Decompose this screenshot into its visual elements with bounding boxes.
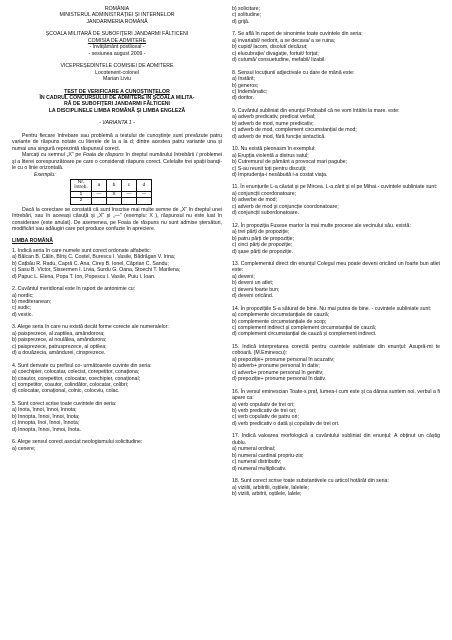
question-block [232, 6, 440, 31]
example-label: Exemplu: [34, 171, 56, 178]
question-text: 5. Sunt corect scrise toate cuvintele din seria: [12, 400, 117, 407]
answer-option: d) grijă. [232, 18, 250, 25]
question-block [232, 31, 440, 69]
question-block [12, 324, 222, 362]
question-block [232, 478, 440, 497]
answer-option: a) Bălcan B. Călin, Bîriș C. Costel, Burescu I. Vasile, Bădrăgan V. Irina; [12, 254, 176, 261]
answer-option: c) S-au reunit toți pentru discuții; [232, 165, 307, 172]
table-cell: c [122, 179, 137, 191]
answer-option: a) coechipier, colocatar, colecist, corepetitor, conaționa; [12, 369, 140, 376]
header-line: - sesiunea august 2009 - [88, 50, 146, 57]
question-block [232, 261, 440, 306]
question-block [232, 306, 440, 344]
header-line: COMISIA DE ADMITERE [87, 37, 147, 44]
instr-text: în dreptul numărului întrebării / problemei și a literei corespunzătoare pe care o considerați răspuns corect. Celelalte trei spații barați-le cu o linie orizontală. [12, 152, 222, 172]
question-block [12, 439, 222, 452]
answer-option: b) viziili, arbitrii, oștilele, lalele; [232, 491, 302, 497]
answer-option: a) paisprezece, al zaptilea, amândorora; [12, 330, 105, 337]
answer-option: d) doritor. [232, 95, 254, 102]
question-text: 14. În propozițiile S-a săturat de bine. Nu mai putea de bine. - cuvintele subliniate sunt: [232, 305, 432, 312]
answer-option: c) verb copulativ de patru ori; [232, 414, 299, 421]
question-text: 4. Sunt derivate cu prefixul co- următoarele cuvinte din seria: [12, 362, 152, 369]
table-cell [107, 198, 122, 204]
answer-option: a) înstărit; [232, 76, 256, 83]
header-line: ROMÂNIA [104, 6, 130, 12]
answer-option: c) sudic; [12, 305, 32, 312]
table-cell: 1 [71, 191, 92, 197]
answer-option: a) trei părți de propoziție; [232, 229, 290, 236]
answer-option: d) numeral multiplicativ. [232, 465, 287, 472]
instructions-paragraph: Pentru fiecare întrebare sau problemă a testului de cunoștințe sunt prevăzute patru variante de răspuns notate cu literele de la a la d; dintre acestea patru variante una și numai una singură reprezintă răspunsul corect. [12, 132, 222, 152]
answer-option: c) Innopta, înoi, înnoi, înnota; [12, 420, 80, 427]
answer-option: d) vestic. [12, 311, 33, 318]
answer-option: c) adverb de mod, complement circumstanțial de mod; [232, 127, 357, 134]
answer-option: a) complemente circumstanțiale de cauză; [232, 312, 330, 319]
answer-option: c) adverb de mod și conjuncție coordonatoare; [232, 203, 339, 210]
answer-option: a) nordic; [12, 292, 34, 299]
section-heading: LIMBA ROMÂNĂ [12, 238, 54, 245]
question-list [12, 248, 222, 452]
answer-option: c) paisprezece, patrusprezece, al optilea; [12, 343, 107, 350]
question-block [12, 401, 222, 439]
question-block [232, 70, 440, 108]
question-block [12, 363, 222, 401]
answer-option: a) cenere; [12, 445, 36, 452]
question-text: 6. Alege sensul corect asociat neologismului solicitudine: [12, 439, 143, 446]
answer-option: d) complement circumstanțial de cauză și complement indirect. [232, 331, 377, 338]
answer-option: a) Inota, înnoi, înnoi, înnota; [12, 407, 77, 414]
table-cell [122, 198, 137, 204]
question-text: 2. Cuvântul meridional este în raport de antonimie cu: [12, 286, 136, 293]
question-text: 3. Alege seria în care nu există decât forme corecte ale numeralelor: [12, 324, 169, 331]
instr-text: Marcați cu semnul „X” pe [22, 152, 83, 159]
answer-option: d) deveni oricând. [232, 293, 274, 300]
header-line: ȘCOALA MILITARĂ DE SUBOFIȚERI JANDARMI FĂLTICENI [45, 31, 189, 38]
answer-option: b) adverbe de mod; [232, 197, 277, 204]
question-block [12, 286, 222, 324]
table-cell: X [107, 191, 122, 197]
variant-label: - VARIANTA 1 - [99, 120, 135, 127]
answer-option: c) numeral distributiv; [232, 459, 282, 466]
answer-option: a) invariabil/ nedorit, a se decava/ a se ruina; [232, 37, 336, 44]
question-text: 9. Cuvântul subliniat din enunțul Probabil că ne vom întâlni la mare. este: [232, 107, 400, 114]
answer-option: b) coautor, corepetitor, colocatar, coechipier, conațional; [12, 375, 141, 382]
question-text: 15. Indică interpretarea corectă pentru cuvintele subliniate din enunțul: Asupră-mi te coboară. (M.Eminescu): [232, 343, 440, 357]
table-row [71, 198, 152, 204]
answer-option: d) Innopta, înnoi, înmoi, înota. [12, 426, 81, 433]
answer-option: b) solicitare; [232, 6, 260, 12]
table-cell: d [137, 179, 152, 191]
answer-option: d) cutumă/ consuetudine, mefabil/ lizabil. [232, 57, 326, 64]
institution-header [12, 6, 222, 83]
answer-option: c) elucubrație/ divagație, fortuit/ forțat; [232, 50, 319, 57]
answer-option: d) șase părți de propoziție. [232, 248, 294, 255]
right-column [232, 6, 440, 497]
answer-option: c) cinci părți de propoziție; [232, 242, 293, 249]
question-text: 13. Complementul direct din enunțul Colegul meu poate deveni oricând un foarte bun atlet este: [232, 260, 440, 274]
instructions-paragraph [12, 152, 222, 171]
question-text: 1. Indică seria în care numele sunt corect ordonate alfabetic: [12, 247, 151, 254]
title-line: RĂ DE SUBOFIȚERI JANDARMI FĂLTICENI [64, 101, 170, 108]
table-cell [137, 198, 152, 204]
answer-option: a) prepoziție+ pronume personal în acuzativ; [232, 356, 335, 363]
answer-option: b) adverb+ pronume personal în dativ; [232, 363, 320, 370]
table-cell: Nr. întreb. [71, 179, 92, 191]
answer-example-table [70, 179, 152, 205]
answer-option: d) adverb de mod, fără funcție sintactică. [232, 133, 326, 140]
table-cell: b [107, 179, 122, 191]
left-column [12, 6, 222, 452]
answer-option: b) adverb de mod, nume predicativ; [232, 120, 314, 127]
header-line: Marian Liviu [103, 76, 131, 83]
header-line: MINISTERUL ADMINISTRAȚIEI ȘI INTERNELOR [59, 12, 175, 19]
question-text: 12. În propoziția Fusese martor la mai multe procese ale vecinului său. există: [232, 222, 411, 229]
answer-option: c) deveni foarte bun; [232, 286, 280, 293]
answer-option: a) numeral ordinal; [232, 446, 276, 453]
answer-option: a) adverb predicativ, predicat verbal; [232, 114, 316, 121]
answer-option: b) Cațbău R. Radu, Capră C. Ana, Cireș B. Ionel, Căprian C. Sandu; [12, 260, 169, 267]
question-text: 11. În enunțurile L-a căutat și pe Mircea. L-a zărit și el pe Mihai.- cuvintele subliniate sunt: [232, 184, 438, 191]
header-line: Locotenent-colonel [95, 69, 139, 76]
question-text: 16. În versul eminescian Toate-s praf, lumea-i cum este și ca dânsa suntem noi. verbul a fi apare ca: [232, 388, 440, 402]
answer-option: b) Cutremurul de pământ a provocat mari pagube; [232, 159, 348, 166]
answer-option: b) complemente circumstanțiale de scop; [232, 318, 327, 325]
answer-option: c) adverb+ pronume personal în genitiv; [232, 369, 324, 376]
answer-option: b) verb predicativ de trei ori; [232, 408, 297, 415]
instr-form-name: Foaia de răspuns [82, 152, 124, 159]
answer-option: c) competitor, coautor, colindător, colocatar, colibri; [12, 382, 129, 389]
table-cell: a [92, 179, 107, 191]
table-cell: — [92, 191, 107, 197]
answer-option: d) Papuc L. Elena, Popa T. Ion, Popescu I. Vasile, Puiu I. Ioan. [12, 273, 156, 280]
question-block [12, 248, 222, 286]
answer-option: c) îndemânatic; [232, 88, 268, 95]
question-block [232, 223, 440, 261]
title-line: TEST DE VERIFICARE A CUNOȘTINȚELOR [64, 88, 170, 95]
header-line: JANDARMERIA ROMÂNĂ [86, 18, 148, 25]
answer-option: b) deveni un atlet; [232, 280, 274, 287]
table-cell: — [122, 191, 137, 197]
answer-option: a) conjuncții coordonatoare; [232, 190, 297, 197]
answer-option: a) deveni; [232, 273, 255, 280]
question-block [232, 433, 440, 478]
question-block [232, 146, 440, 184]
answer-option: a) verb copulativ de trei ori; [232, 401, 295, 408]
answer-option: b) patru părți de propoziție; [232, 235, 294, 242]
instructions-paragraph: Dacă la corectare se constată că sunt înscrise mai multe semne de „X” în dreptul unei întrebări, sau în aceeași căsuță și „X” și „—” (exemplu: X ), răspunsul nu este luat în considerare (este anulat). De asemenea, pe Foaia de răspuns nu sunt admise ștersături, modificări sau adăugiri care pot produce confuzie în apreciere. [12, 206, 222, 232]
question-block [232, 389, 440, 434]
answer-option: d) colocatar, conațional, colnic, colocviu, colac. [12, 388, 120, 395]
question-block [232, 344, 440, 389]
answer-option: b) numeral cardinal propriu-zis; [232, 452, 304, 459]
answer-option: b) generos; [232, 82, 259, 89]
question-text: 17. Indică valoarea morfologică a cuvântului subliniat din enunțul: A obținut un câștig dublu. [232, 433, 440, 446]
title-line: LA DISCIPLINELE LIMBA ROMÂNĂ ȘI LIMBA ENGLEZĂ [48, 107, 186, 114]
answer-option: c) solitudine; [232, 12, 262, 19]
table-header-row [71, 179, 152, 191]
question-block [232, 108, 440, 146]
table-cell: 2 [71, 198, 92, 204]
answer-option: b) paisprezece, al noulălea, amândurora; [12, 337, 107, 344]
test-title [12, 89, 222, 115]
answer-option: b) mediteranean; [12, 299, 52, 306]
question-text: 10. Nu există pleonasm în exemplul: [232, 146, 316, 153]
answer-option: d) conjuncții subordonatoare. [232, 210, 299, 217]
question-text: 7. Se află în raport de sinonimie toate cuvintele din seria: [232, 31, 363, 38]
question-block [232, 184, 440, 222]
question-list [232, 6, 440, 497]
table-cell [92, 198, 107, 204]
answer-option: b) cupid/ lacom, disolut/ decăzut; [232, 44, 308, 51]
answer-option: c) complement indirect și complement circumstanțial de cauză; [232, 325, 377, 332]
answer-option: a) viziilii, arbitrilii, oștilele, lalelele; [232, 484, 309, 491]
answer-option: d) Imprudența-i nesăbuită i-a costat viața. [232, 171, 328, 178]
answer-option: d) prepoziție+ pronume personal în dativ. [232, 376, 327, 383]
answer-option: c) Sasu B. Victor, Sissermen I. Livia, Surdu G. Oana, Stoechi T. Marilena; [12, 267, 181, 274]
question-text: 18. Sunt corect scrise toate substantivele cu articol hotărât din seria: [232, 478, 389, 485]
title-line: ÎN CADRUL CONCURSULUI DE ADMITERE ÎN ȘCOALA MILITA- [39, 94, 195, 101]
answer-option: a) Erupția violentă a distrus satul; [232, 152, 309, 159]
answer-option: d) a douăzecia, amândurei, cinsprezece. [12, 350, 106, 357]
table-cell: — [137, 191, 152, 197]
header-line: VICEPREȘEDINTELE COMISIEI DE ADMITERE [60, 63, 174, 70]
question-text: 8. Sensul locuțiunii adjectivale cu dare de mână este: [232, 69, 355, 76]
answer-option: d) verb predicativ o dată și copulativ de trei ori. [232, 420, 340, 427]
answer-option: b) Innopta, înnoi, înnoi, înota; [12, 413, 80, 420]
header-line: - învățământ postliceal - [89, 44, 145, 51]
